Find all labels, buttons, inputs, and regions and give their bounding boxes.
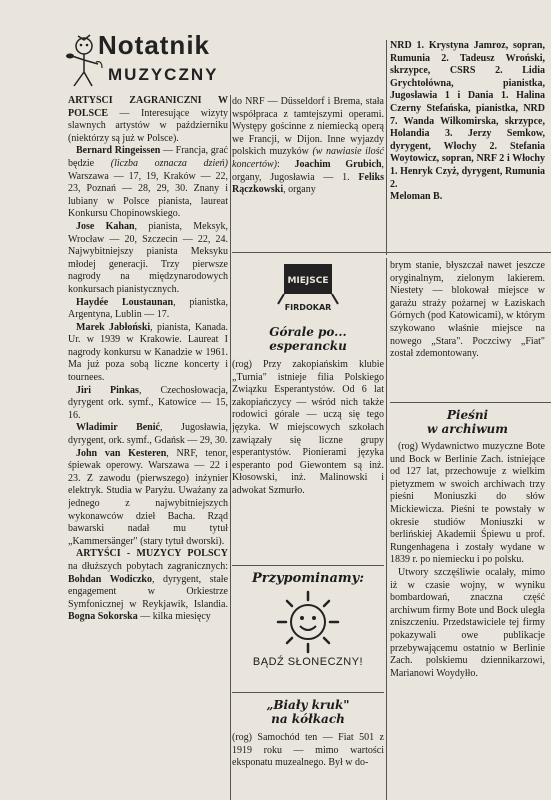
paragraph-loustaunan: Haydée Loustaunan, pianistka, Argentyna, Lublin — 17. — [68, 296, 228, 321]
paragraph-piesni-2: Utwory szczęśliwie ocalały, mimo iż w czasie wojny, w wyniku bombardowań, znaczna część archiwum firmy Bote und Bock uległa zniszczeniu. Przedstawiciele tej firmy pokazywali owe publikacje przebywającemu ostatnio w Berlinie Zach. polskiemu dziennikarzowi, Marianowi Woydyłło. — [390, 566, 545, 679]
esperanto-logo-icon — [232, 262, 384, 320]
column-divider — [386, 40, 387, 255]
section-rule — [232, 252, 551, 253]
masthead-subtitle: MUZYCZNY — [108, 65, 219, 84]
column-divider — [386, 258, 387, 800]
paragraph-lista-muzykow: NRD 1. Krystyna Jamroz, sopran, Rumunia 2. Tadeusz Wroński, skrzypce, CSRS 2. Lidia Grychtołówna, pianistka, Jugosławia 1 i Dania 1. Halina Czerny Stefańska, pianistka, NRD 7. Wanda Wiłkomirska, skrzypce, Holandia 3. Jerzy Semkow, dyrygent, Włochy 2. Stefania Woytowicz, sopran, NRF 2 i Włochy 1. Henryk Czyż, dyrygent, Rumunia 2. — [390, 40, 545, 190]
section-rule — [390, 402, 551, 403]
article-fiat-continuation — [390, 260, 545, 400]
box-przypominamy — [232, 572, 384, 690]
article-bialy-kruk — [232, 698, 384, 800]
paragraph-artysci-polscy: ARTYŚCI - MUZYCY POLSCY na dłuższych pobytach zagranicznych: Bohdan Wodiczko, dyrygent, stałe engagement w Orkiestrze Symfonicznej w Reykjawik, Islandia. Bogna Sokorska — kilka miesięcy — [68, 548, 228, 623]
paragraph-ringeissen: Bernard Ringeissen — Francja, grać będzie (liczba oznacza dzień) Warszawa — 17, 19, Kraków — 22, 23, Poznań — 28, 29, 30. Znany i lubiany w Polsce pianista, laureat Konkursu Chopinowskiego. — [68, 145, 228, 220]
masthead-title: Notatnik — [98, 30, 210, 60]
gorale-headline: Górale po... esperancku — [269, 325, 347, 353]
slogan: BĄDŹ SŁONECZNY! — [252, 656, 364, 668]
paragraph-artysci-zagraniczni: ARTYŚCI ZAGRANICZNI W POLSCE — Interesujące wizyty slawnych artystów w październiku (niektórzy są już w Polsce). — [68, 95, 228, 144]
paragraph-bialy-kruk: (rog) Samochód ten — Fiat 501 z 1919 roku — mimo wartości eksponatu muzealnego. Był w do- — [232, 732, 384, 769]
column-continuation — [232, 96, 384, 246]
paragraph-jablonski: Marek Jabłoński, pianista, Kanada. Ur. w 1939 w Krakowie. Laureat I nagrody konkursu w Kanadzie w 1961. Ma już poza sobą liczne koncerty i tournees. — [68, 321, 228, 384]
svg-text:FIRDOKAR: FIRDOKAR — [284, 303, 332, 312]
paragraph-wyjazdy: do NRF — Düsseldorf i Brema, stała współpraca z tamtejszymi operami. Występy gościnne z niemiecką operą we Francji, w Dijon. Inne wyjazdy polskich muzyków (w nawiasie ilość koncertów): Joachim Grubich, organy, Jugosławia — 1. Feliks Rączkowski, organy — [232, 96, 384, 196]
paragraph-fiat: brym stanie, błyszczał nawet jeszcze oryginalnym, zielonym lakierem. Niestety — blokował miejsce w garażu straży pożarnej w Łaziskach Górnych (pod Katowicami), w którym szykowano właśnie miejsce na nowego „Stara". Poczciwy „Fiat" został zdemontowany. — [390, 260, 545, 360]
masthead — [0, 0, 232, 95]
paragraph-pinkas: Jiri Pinkas, Czechosłowacja, dyrygent ork. symf., Katowice — 15, 16. — [68, 384, 228, 421]
piesni-headline: Pieśni w archiwum — [427, 408, 508, 436]
bialy-kruk-headline: „Biały kruk" na kółkach — [266, 698, 350, 726]
article-piesni — [390, 408, 545, 800]
paragraph-piesni-1: (rog) Wydawnictwo muzyczne Bote und Bock w Berlinie Zach. istniejące od 127 lat, przechowuje z wielkim pietyzmem w swoich archiwach trzy pieśni Moniuszki do słów Mickiewicza. Pieśni te powstały w okresie studiów Moniuszki w berlińskiej Akademii Śpiewu u prof. Rungenhagena i zostały wydane w 1839 r. po niemiecku i po polsku. — [390, 441, 545, 566]
signature: Meloman B. — [390, 191, 443, 203]
sun-icon — [232, 586, 384, 656]
section-rule — [232, 692, 384, 693]
column-wyjazdy-lista — [390, 40, 545, 252]
paragraph-kahan: Jose Kahan, pianista, Meksyk, Wrocław — 20, Szczecin — 22, 24. Najwybitniejszy pianista Meksyku młodej generacji. Trzy pierwsze nagrody na międzynarodowych konkursach pianistycznych. — [68, 220, 228, 295]
paragraph-benic: Wladimir Benić, Jugosławia, dyrygent, ork. symf., Gdańsk — 29, 30. — [68, 422, 228, 447]
paragraph-gorale: (rog) Przy zakopiańskim klubie „Turnia" istnieje filia Polskiego Związku Esperantystów. Od 6 lat zakopiańczycy — wśród nich także rodowici górale — uczą się tego języka. W miejscowych szkołach zawiązały się liczne grupy esperantystów. Pionierami języka esperanto pod Giewontem są inż. Kłosowski, inż. Malinowski i adwokat Szmurło. — [232, 359, 384, 496]
column-artysci — [68, 95, 228, 800]
article-gorale — [232, 262, 384, 562]
svg-text:MIEJSCE: MIEJSCE — [287, 276, 329, 286]
column-divider — [230, 95, 231, 800]
paragraph-kesteren: John van Kesteren, NRF, tenor, śpiewak operowy. Warszawa — 22 i 23. Z zawodu (pierwszego) inżynier elektryk. Studia w Paryżu. Uważany za jednego z najwybitniejszych wykonawców dzieł Bacha. Rząd bawarski nadał mu tytuł „Kammersänger" (stary tytuł dworski). — [68, 447, 228, 547]
section-rule — [232, 565, 384, 566]
przypominamy-headline: Przypominamy: — [252, 572, 364, 586]
